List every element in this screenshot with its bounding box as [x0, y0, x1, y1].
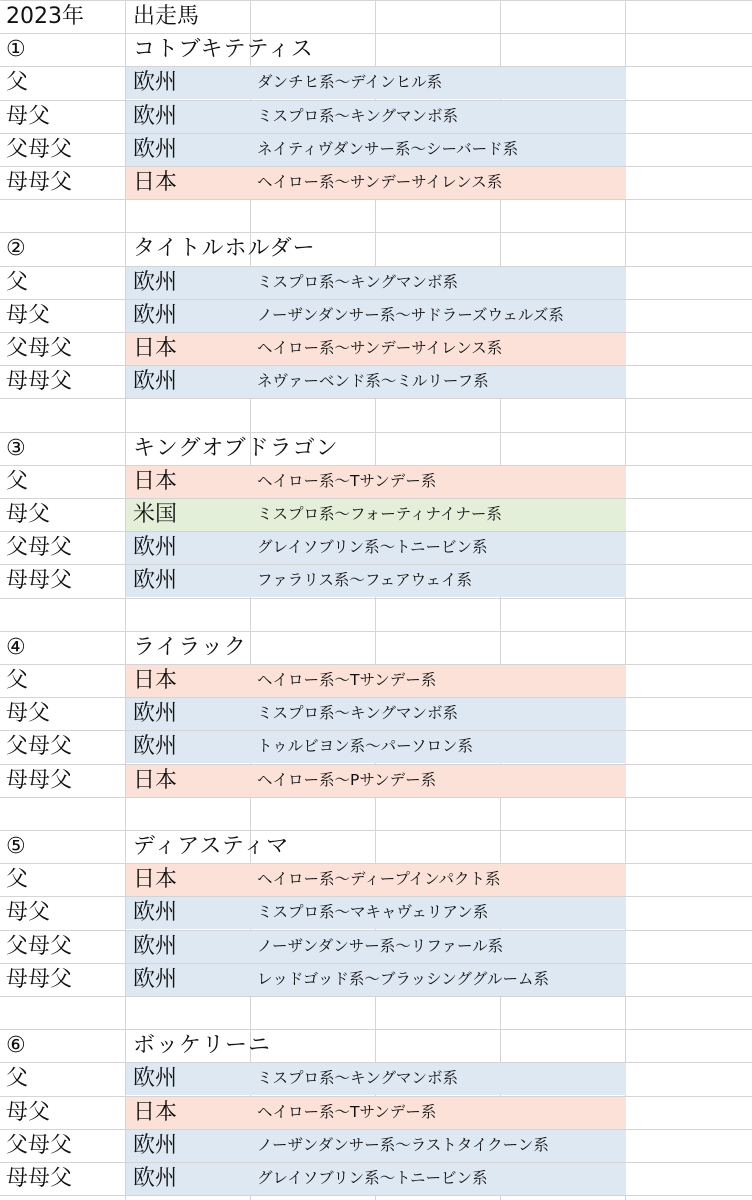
pedigree-role[interactable]: 母母父: [6, 1166, 73, 1191]
pedigree-role[interactable]: 父: [6, 1066, 29, 1091]
region-cell[interactable]: 日本: [133, 1100, 178, 1125]
pedigree-role[interactable]: 母父: [6, 104, 51, 129]
sire-line-cell[interactable]: ミスプロ系〜フォーティナイナー系: [257, 505, 502, 523]
horse-name[interactable]: ディアスティマ: [133, 834, 290, 859]
row-gridline: [0, 0, 752, 1]
sire-line-cell[interactable]: ヘイロー系〜Tサンデー系: [257, 1103, 437, 1121]
horse-number[interactable]: ⑥: [6, 1033, 26, 1058]
region-cell[interactable]: 欧州: [133, 1066, 178, 1091]
region-cell[interactable]: 欧州: [133, 734, 178, 759]
region-cell[interactable]: 日本: [133, 336, 178, 361]
sire-line-cell[interactable]: ファラリス系〜フェアウェイ系: [257, 571, 472, 589]
pedigree-role[interactable]: 母父: [6, 701, 51, 726]
region-cell[interactable]: 欧州: [133, 137, 178, 162]
region-cell[interactable]: 欧州: [133, 104, 178, 129]
sire-line-cell[interactable]: ヘイロー系〜Tサンデー系: [257, 671, 437, 689]
region-cell[interactable]: 欧州: [133, 70, 178, 95]
sire-line-cell[interactable]: ヘイロー系〜Tサンデー系: [257, 472, 437, 490]
header-year[interactable]: 2023年: [6, 4, 84, 29]
row-gridline: [0, 996, 752, 997]
row-gridline: [0, 398, 752, 399]
horse-number[interactable]: ④: [6, 635, 26, 660]
horse-name[interactable]: ライラック: [133, 635, 247, 660]
sire-line-cell[interactable]: グレイソブリン系〜トニービン系: [257, 1169, 488, 1187]
sire-line-cell[interactable]: ヘイロー系〜ディープインパクト系: [257, 870, 501, 888]
pedigree-role[interactable]: 母父: [6, 502, 51, 527]
sire-line-cell[interactable]: トゥルビヨン系〜パーソロン系: [257, 737, 473, 755]
row-gridline: [0, 232, 752, 233]
sire-line-cell[interactable]: ヘイロー系〜サンデーサイレンス系: [257, 339, 503, 357]
pedigree-role[interactable]: 母母父: [6, 967, 73, 992]
pedigree-role[interactable]: 父母父: [6, 535, 73, 560]
horse-name[interactable]: タイトルホルダー: [133, 236, 316, 261]
header-title[interactable]: 出走馬: [133, 4, 200, 29]
region-cell[interactable]: 欧州: [133, 701, 178, 726]
row-gridline: [0, 830, 752, 831]
pedigree-role[interactable]: 父母父: [6, 734, 73, 759]
sire-line-cell[interactable]: ダンチヒ系〜デインヒル系: [257, 73, 443, 91]
sire-line-cell[interactable]: ミスプロ系〜マキャヴェリアン系: [257, 903, 489, 921]
pedigree-role[interactable]: 母父: [6, 303, 51, 328]
pedigree-role[interactable]: 父母父: [6, 336, 73, 361]
region-cell[interactable]: 欧州: [133, 535, 178, 560]
pedigree-role[interactable]: 母母父: [6, 369, 73, 394]
sire-line-cell[interactable]: ヘイロー系〜Pサンデー系: [257, 771, 437, 789]
horse-name[interactable]: ボッケリーニ: [133, 1033, 272, 1058]
sire-line-cell[interactable]: ミスプロ系〜キングマンボ系: [257, 1069, 459, 1087]
horse-name[interactable]: コトブキテティス: [133, 37, 314, 62]
horse-number[interactable]: ③: [6, 436, 26, 461]
pedigree-role[interactable]: 母母父: [6, 768, 73, 793]
horse-number[interactable]: ⑤: [6, 834, 26, 859]
pedigree-role[interactable]: 父: [6, 469, 29, 494]
region-cell[interactable]: 欧州: [133, 1133, 178, 1158]
row-gridline: [0, 797, 752, 798]
pedigree-role[interactable]: 母母父: [6, 568, 73, 593]
row-gridline: [0, 1029, 752, 1030]
sire-line-cell[interactable]: ノーザンダンサー系〜ラストタイクーン系: [257, 1136, 549, 1154]
pedigree-role[interactable]: 母父: [6, 1100, 51, 1125]
row-gridline: [0, 631, 752, 632]
horse-number[interactable]: ①: [6, 37, 26, 62]
sire-line-cell[interactable]: ミスプロ系〜キングマンボ系: [257, 704, 459, 722]
region-cell[interactable]: 欧州: [133, 303, 178, 328]
pedigree-role[interactable]: 父: [6, 270, 29, 295]
region-cell[interactable]: 米国: [133, 502, 178, 527]
row-gridline: [0, 598, 752, 599]
pedigree-role[interactable]: 父: [6, 867, 29, 892]
row-gridline: [0, 1195, 752, 1196]
region-cell[interactable]: 欧州: [133, 568, 178, 593]
sire-line-cell[interactable]: ノーザンダンサー系〜サドラーズウェルズ系: [257, 306, 564, 324]
region-cell[interactable]: 日本: [133, 469, 178, 494]
pedigree-role[interactable]: 父母父: [6, 934, 73, 959]
sire-line-cell[interactable]: ミスプロ系〜キングマンボ系: [257, 107, 459, 125]
region-cell[interactable]: 日本: [133, 867, 178, 892]
region-cell[interactable]: 欧州: [133, 1166, 178, 1191]
pedigree-role[interactable]: 母父: [6, 900, 51, 925]
horse-number[interactable]: ②: [6, 236, 26, 261]
horse-name[interactable]: キングオブドラゴン: [133, 436, 339, 461]
sire-line-cell[interactable]: ミスプロ系〜キングマンボ系: [257, 273, 459, 291]
region-cell[interactable]: 日本: [133, 768, 178, 793]
sire-line-cell[interactable]: ヘイロー系〜サンデーサイレンス系: [257, 173, 503, 191]
region-cell[interactable]: 欧州: [133, 369, 178, 394]
pedigree-role[interactable]: 母母父: [6, 170, 73, 195]
region-cell[interactable]: 日本: [133, 668, 178, 693]
sire-line-cell[interactable]: ノーザンダンサー系〜リファール系: [257, 937, 504, 955]
pedigree-role[interactable]: 父: [6, 70, 29, 95]
pedigree-role[interactable]: 父: [6, 668, 29, 693]
row-gridline: [0, 432, 752, 433]
sire-line-cell[interactable]: ネイティヴダンサー系〜シーバード系: [257, 140, 519, 158]
region-cell[interactable]: 欧州: [133, 934, 178, 959]
region-cell[interactable]: 欧州: [133, 270, 178, 295]
sire-line-cell[interactable]: レッドゴッド系〜ブラッシンググルーム系: [257, 970, 549, 988]
region-cell[interactable]: 欧州: [133, 900, 178, 925]
row-gridline: [0, 33, 752, 34]
pedigree-role[interactable]: 父母父: [6, 137, 73, 162]
region-cell[interactable]: 欧州: [133, 967, 178, 992]
region-cell[interactable]: 日本: [133, 170, 178, 195]
sire-line-cell[interactable]: グレイソブリン系〜トニービン系: [257, 538, 488, 556]
pedigree-role[interactable]: 父母父: [6, 1133, 73, 1158]
row-gridline: [0, 199, 752, 200]
sire-line-cell[interactable]: ネヴァーベンド系〜ミルリーフ系: [257, 372, 489, 390]
